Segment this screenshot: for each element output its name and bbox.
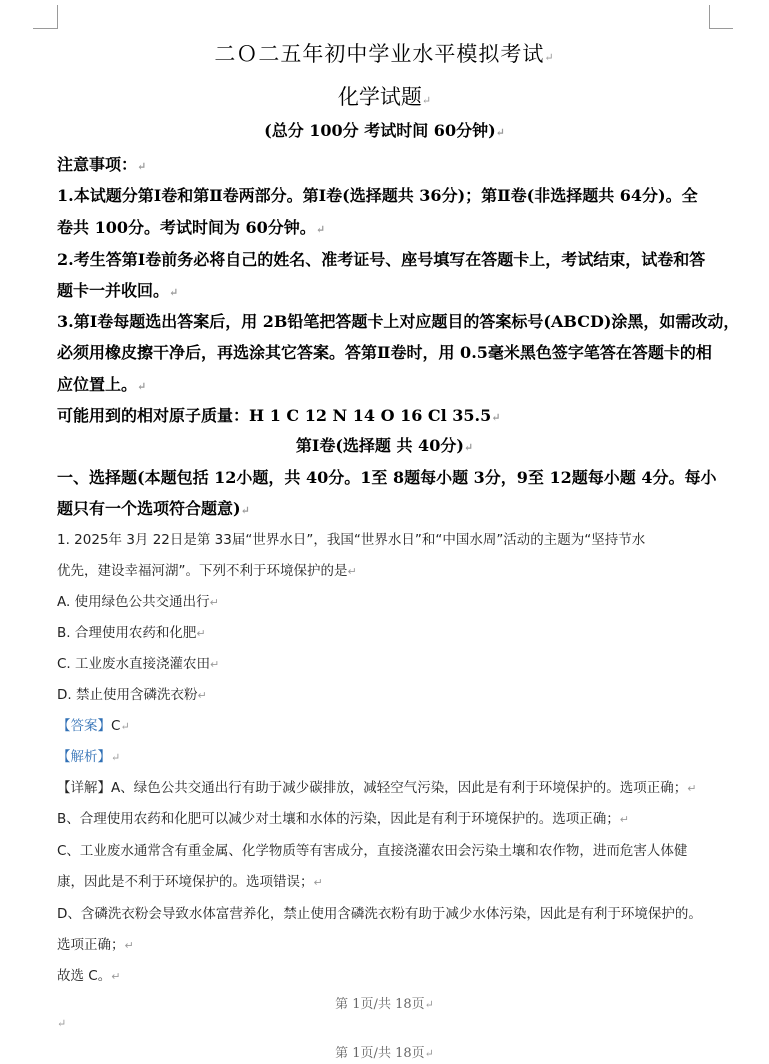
exam-score-time: (总分 100分 考试时间 60分钟)↵ (264, 121, 505, 140)
notes-item1-line2: 卷共 100分。考试时间为 60分钟。↵ (57, 218, 326, 237)
page-footer: 第 1页/共 18页↵ (335, 997, 434, 1012)
question1-detail-line5: D、含磷洗衣粉会导致水体富营养化，禁止使用含磷洗衣粉有助于减少水体污染，因此是有利于环境保护的。 (57, 906, 702, 922)
question1-option-c: C. 工业废水直接浇灌农田↵ (57, 656, 220, 672)
answer-label: 【答案】 (57, 718, 111, 734)
notes-item3-line3: 应位置上。↵ (57, 375, 147, 394)
question1-analysis: 【解析】↵ (57, 749, 121, 765)
notes-item1-line1: 1.本试题分第Ⅰ卷和第Ⅱ卷两部分。第Ⅰ卷(选择题共 36分)；第Ⅱ卷(非选择题共 64分)。全 (57, 186, 698, 205)
question1-conclusion: 故选 C。↵ (57, 968, 121, 984)
exam-title: 二Ｏ二五年初中学业水平模拟考试↵ (214, 42, 555, 66)
analysis-label: 【解析】 (57, 749, 111, 765)
question1-stem-line2: 优先，建设幸福河湖”。下列不利于环境保护的是↵ (57, 563, 357, 579)
question1-detail-line4: 康，因此是不利于环境保护的。选项错误；↵ (57, 874, 323, 890)
question1-answer: 【答案】C↵ (57, 718, 130, 734)
crop-mark-top-right-horizontal (709, 28, 733, 29)
exam-subject: 化学试题↵ (337, 85, 432, 109)
notes-heading: 注意事项：↵ (57, 155, 147, 174)
question1-option-d: D. 禁止使用含磷洗衣粉↵ (57, 687, 207, 703)
empty-paragraph: ↵ (57, 1017, 67, 1030)
crop-mark-top-left-horizontal (33, 28, 57, 29)
section1-instructions-line1: 一、选择题(本题包括 12小题，共 40分。1至 8题每小题 3分，9至 12题每小题 4分。每小 (57, 468, 717, 487)
notes-item3-line1: 3.第Ⅰ卷每题选出答案后，用 2B铅笔把答题卡上对应题目的答案标号(ABCD)涂黑，如需改动， (57, 312, 740, 331)
notes-item2-line1: 2.考生答第Ⅰ卷前务必将自己的姓名、准考证号、座号填写在答题卡上，考试结束，试卷和答 (57, 250, 706, 269)
question1-detail-line1: 【详解】A、绿色公共交通出行有助于减少碳排放，减轻空气污染，因此是有利于环境保护的。选项正确；↵ (57, 780, 697, 796)
question1-detail-line6: 选项正确；↵ (57, 937, 134, 953)
section1-instructions-line2: 题只有一个选项符合题意)↵ (57, 499, 250, 518)
detail-label: 【详解】 (57, 780, 111, 796)
question1-detail-line3: C、工业废水通常含有重金属、化学物质等有害成分，直接浇灌农田会污染土壤和农作物，进而危害人体健 (57, 843, 688, 859)
atomic-masses: 可能用到的相对原子质量：H 1 C 12 N 14 O 16 Cl 35.5↵ (57, 406, 501, 425)
question1-option-a: A. 使用绿色公共交通出行↵ (57, 594, 219, 610)
section1-title: 第Ⅰ卷(选择题 共 40分)↵ (295, 436, 474, 455)
page-footer-repeat: 第 1页/共 18页↵ (335, 1046, 434, 1061)
crop-mark-top-right-vertical (709, 5, 710, 29)
notes-item3-line2: 必须用橡皮擦干净后，再选涂其它答案。答第Ⅱ卷时，用 0.5毫米黑色签字笔答在答题卡的相 (57, 343, 712, 362)
notes-item2-line2: 题卡一并收回。↵ (57, 281, 179, 300)
question1-detail-line2: B、合理使用农药和化肥可以减少对土壤和水体的污染，因此是有利于环境保护的。选项正确；↵ (57, 811, 629, 827)
question1-stem-line1: 1. 2025年 3月 22日是第 33届“世界水日”，我国“世界水日”和“中国水周”活动的主题为“坚持节水 (57, 532, 646, 548)
question1-option-b: B. 合理使用农药和化肥↵ (57, 625, 206, 641)
crop-mark-top-left-vertical (57, 5, 58, 29)
